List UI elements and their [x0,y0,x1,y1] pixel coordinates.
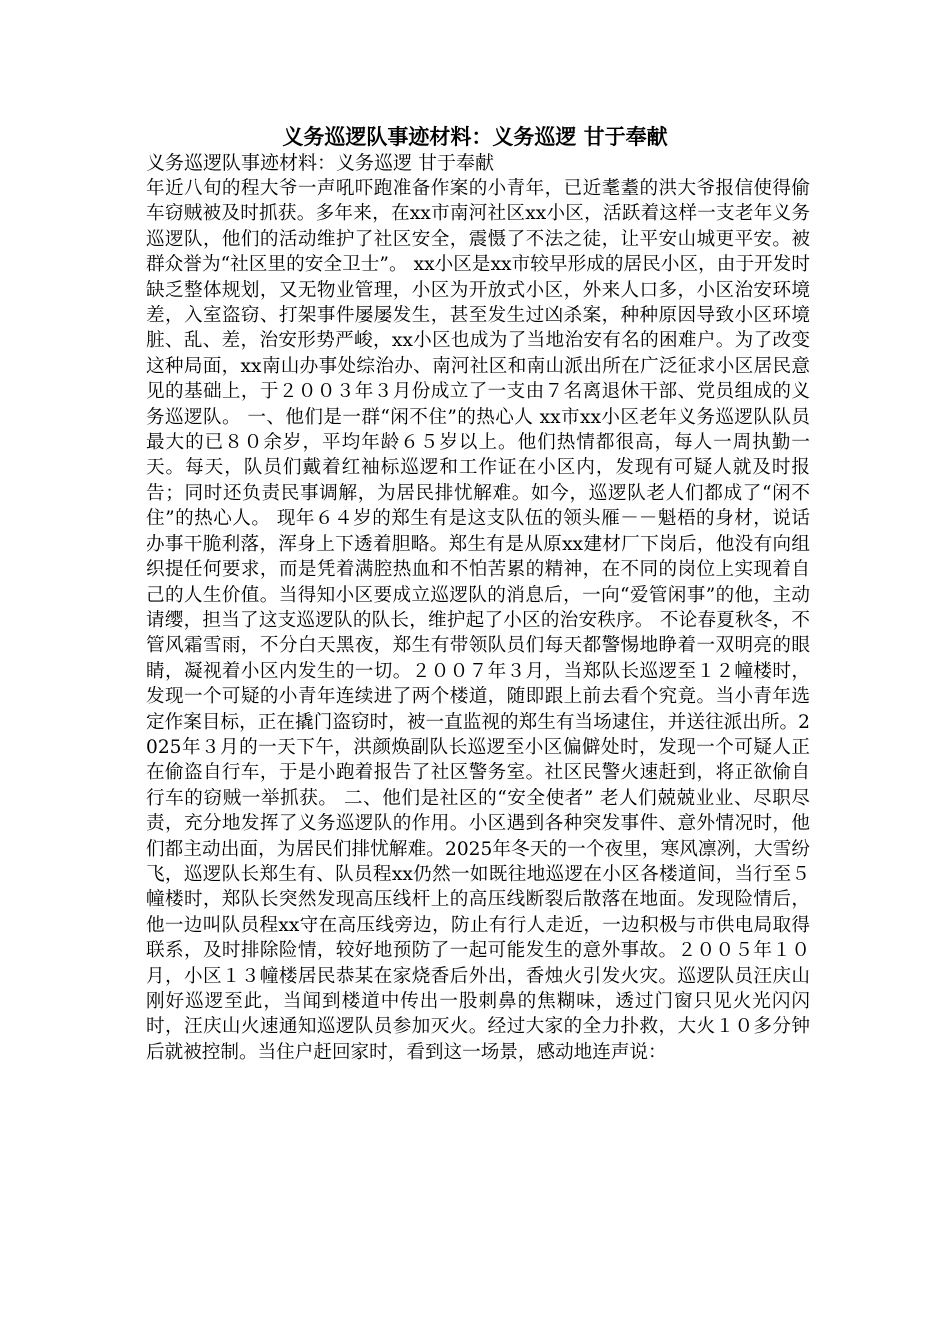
document-title: 义务巡逻队事迹材料：义务巡逻 甘于奉献 [282,125,668,149]
document-subtitle: 义务巡逻队事迹材料：义务巡逻 甘于奉献 [146,152,495,174]
document-body: 年近八旬的程大爷一声吼吓跑准备作案的小青年，已近耄耋的洪大爷报信使得偷车窃贼被及时抓获。多年来，在xx市南河社区xx小区，活跃着这样一支老年义务巡逻队，他们的活动维护了社区安全，震慑了不法之徒，让平安山城更平安。被群众誉为“社区里的安全卫士”。 xx小区是xx市较早形成的居民小区，由于开发时缺乏整体规划，又无物业管理，小区为开放式小区，外来人口多，小区治安环境差，入室盗窃、打架事件屡屡发生，甚至发生过凶杀案，种种原因导致小区环境脏、乱、差，治安形势严峻，xx小区也成为了当地治安有名的困难户。为了改变这种局面，xx南山办事处综治办、南河社区和南山派出所在广泛征求小区居民意见的基础上，于２００３年３月份成立了一支由７名离退休干部、党员组成的义务巡逻队。 一、他们是一群“闲不住”的热心人 xx市xx小区老年义务巡逻队队员最大的已８０余岁，平均年龄６５岁以上。他们热情都很高，每人一周执勤一天。每天，队员们戴着红袖标巡逻和工作证在小区内，发现有可疑人就及时报告；同时还负责民事调解，为居民排忧解难。如今，巡逻队老人们都成了“闲不住”的热心人。 现年６４岁的郑生有是这支队伍的领头雁－－魁梧的身材，说话办事干脆利落，浑身上下透着胆略。郑生有是从原xx建材厂下岗后，他没有向组织提任何要求，而是凭着满腔热血和不怕苦累的精神，在不同的岗位上实现着自己的人生价值。当得知小区要成立巡逻队的消息后，一向“爱管闲事”的他，主动请缨，担当了这支巡逻队的队长，维护起了小区的治安秩序。 不论春夏秋冬，不管风霜雪雨，不分白天黑夜，郑生有带领队员们每天都警惕地睁着一双明亮的眼睛，凝视着小区内发生的一切。２００７年３月，当郑队长巡逻至１２幢楼时，发现一个可疑的小青年连续进了两个楼道，随即跟上前去看个究竟。当小青年选定作案目标，正在撬门盗窃时，被一直监视的郑生有当场逮住，并送往派出所。2025年３月的一天下午，洪颜焕副队长巡逻至小区偏僻处时，发现一个可疑人正在偷盗自行车，于是小跑着报告了社区警务室。社区民警火速赶到，将正欲偷自行车的窃贼一举抓获。 二、他们是社区的“安全使者” 老人们兢兢业业、尽职尽责，充分地发挥了义务巡逻队的作用。小区遇到各种突发事件、意外情况时，他们都主动出面，为居民们排忧解难。2025年冬天的一个夜里，寒风凛冽，大雪纷飞，巡逻队长郑生有、队员程xx仍然一如既往地巡逻在小区各楼道间，当行至５幢楼时，郑队长突然发现高压线杆上的高压线断裂后散落在地面。发现险情后，他一边叫队员程xx守在高压线旁边，防止有行人走近，一边积极与市供电局取得联系，及时排除险情，较好地预防了一起可能发生的意外事故。２００５年１０月，小区１３幢楼居民恭某在家烧香后外出，香烛火引发火灾。巡逻队员汪庆山刚好巡逻至此，当闻到楼道中传出一股刺鼻的焦糊味，透过门窗只见火光闪闪时，汪庆山火速通知巡逻队员参加灭火。经过大家的全力扑救，大火１０多分钟后就被控制。当住户赶回家时，看到这一场景，感动地连声说： [146,178,810,1063]
